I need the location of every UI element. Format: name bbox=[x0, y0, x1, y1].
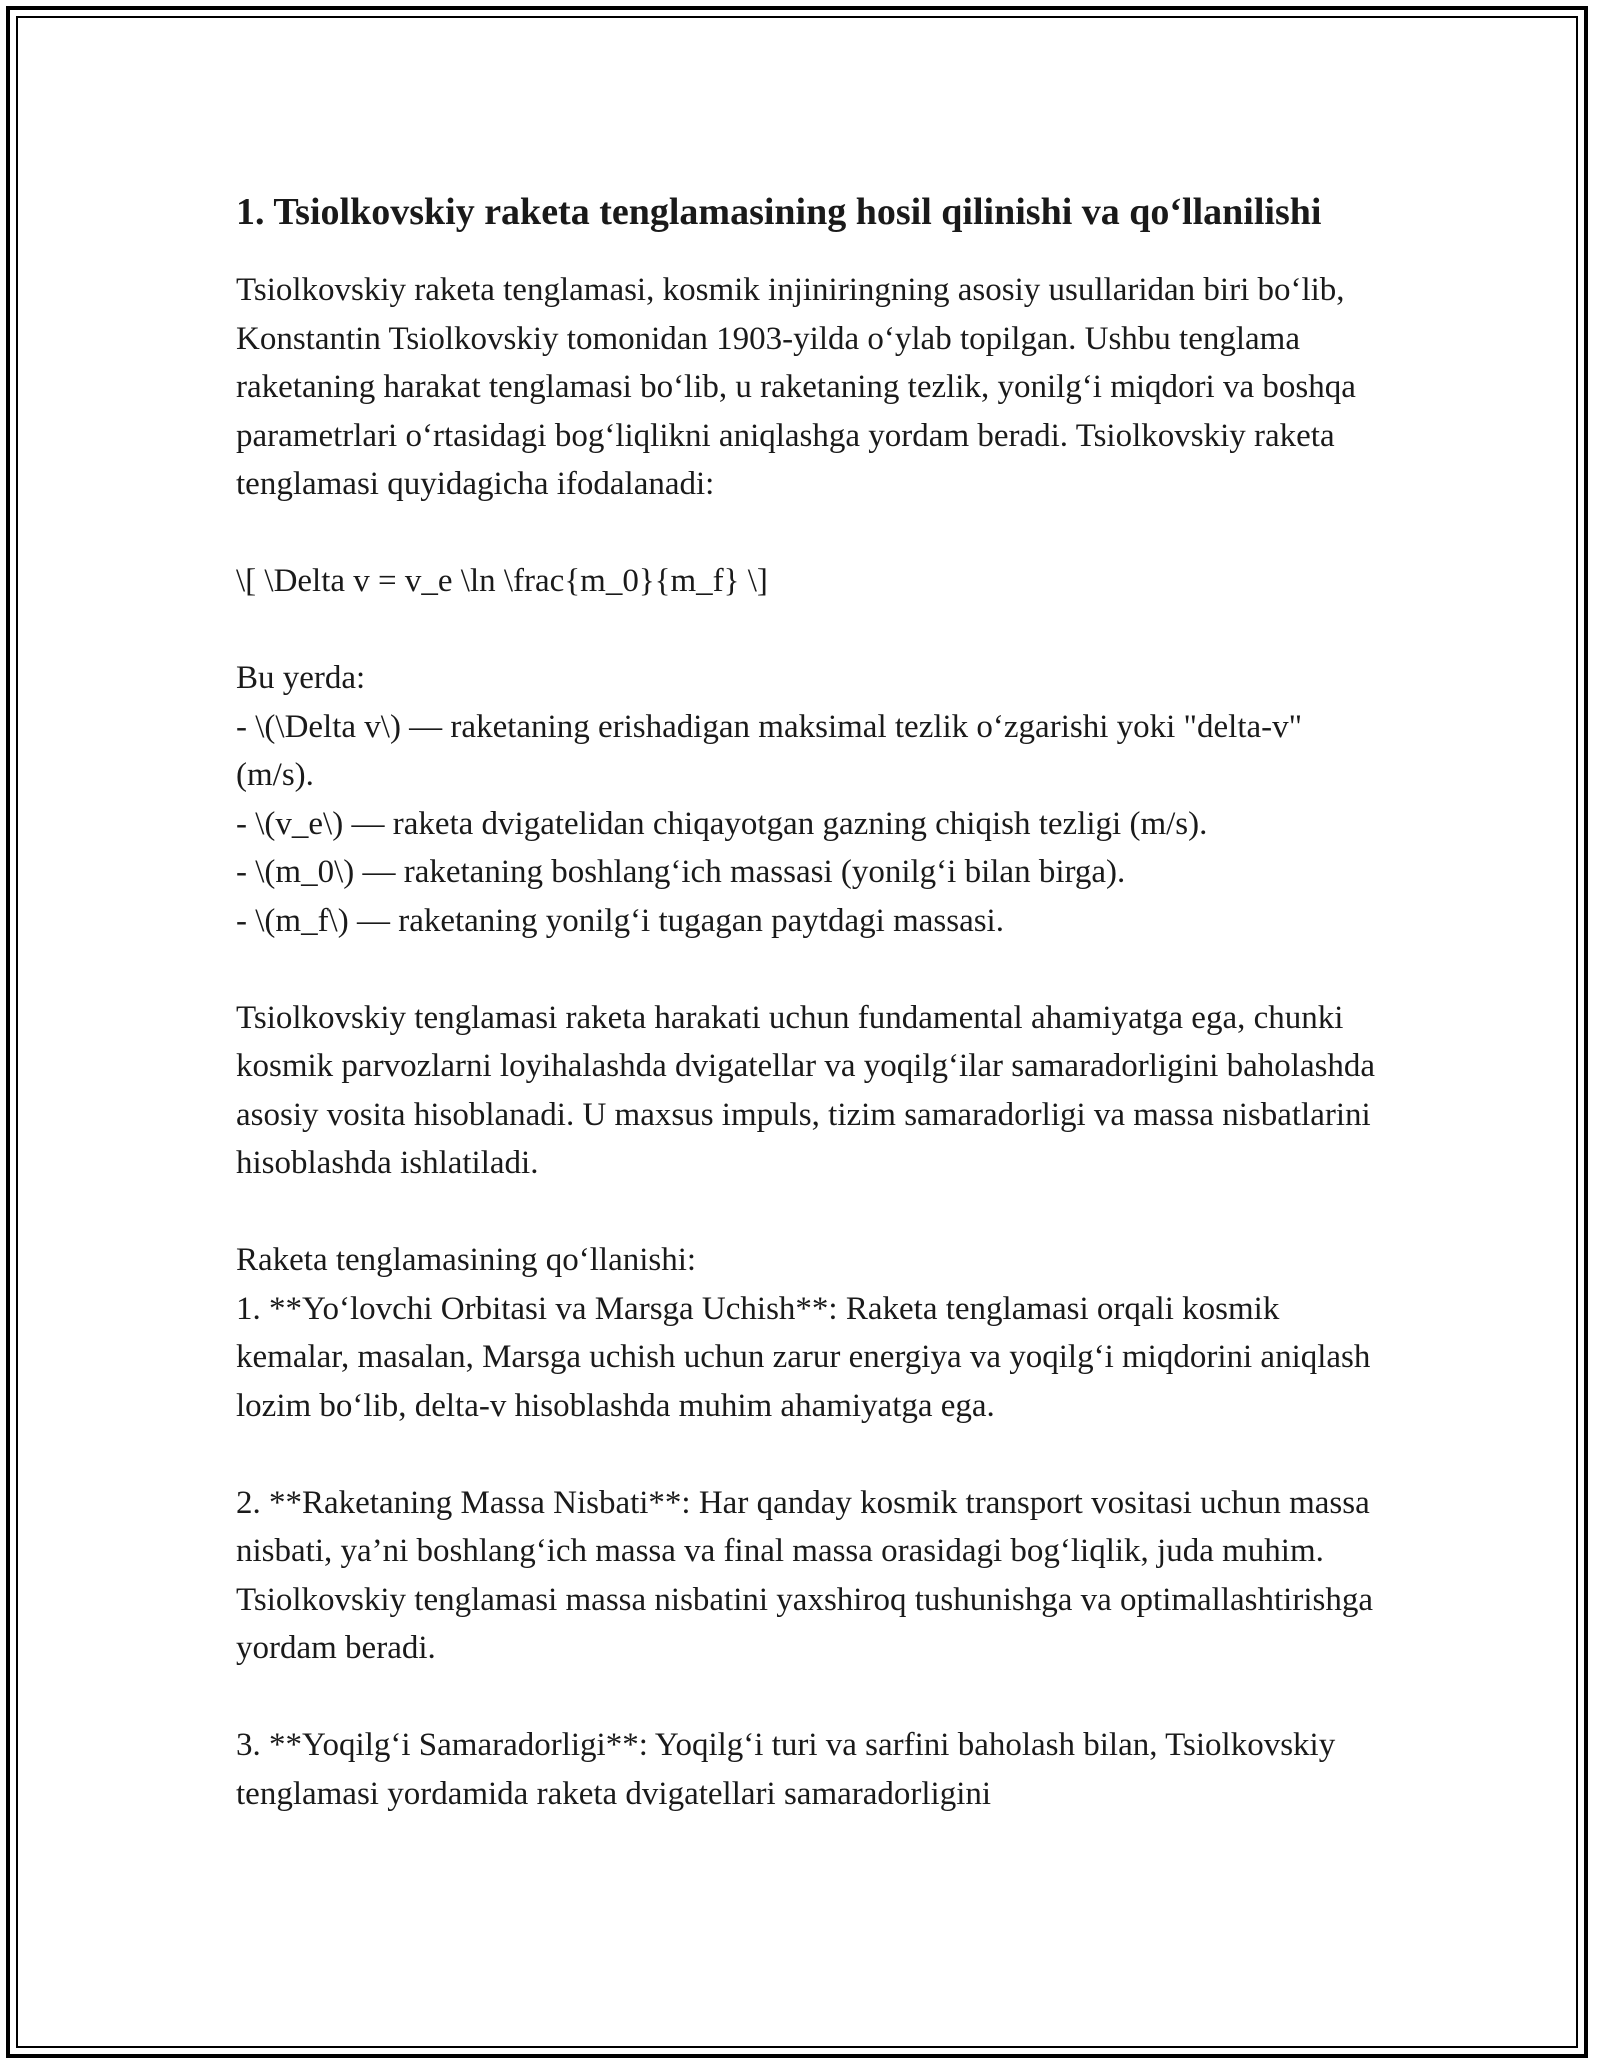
document-page bbox=[236, 184, 1386, 1818]
spacer bbox=[236, 1188, 1386, 1237]
application-item: 3. **Yoqilg‘i Samaradorligi**: Yoqilg‘i turi va sarfini baholash bilan, Tsiolkovskiy tenglamasi yordamida raketa dvigatellari samaradorligini bbox=[236, 1727, 1336, 1812]
spacer bbox=[236, 1430, 1386, 1479]
where-label: Bu yerda: bbox=[236, 660, 366, 696]
applications-label: Raketa tenglamasining qo‘llanishi: bbox=[236, 1242, 697, 1278]
definition-item: - \(m_f\) — raketaning yonilg‘i tugagan paytdagi massasi. bbox=[236, 902, 1004, 939]
definition-item: - \(v_e\) — raketa dvigatelidan chiqayotgan gazning chiqish tezligi (m/s). bbox=[236, 805, 1208, 842]
spacer bbox=[236, 606, 1386, 655]
application-item: 1. **Yo‘lovchi Orbitasi va Marsga Uchish**: Raketa tenglamasi orqali kosmik kemalar, masalan, Marsga uchish uchun zarur energiya va yoqilg‘i miqdorini aniqlash lozim bo‘lib, delta-v hisoblashda muhim ahamiyatga ega. bbox=[236, 1290, 1371, 1424]
application-item: 2. **Raketaning Massa Nisbati**: Har qanday kosmik transport vositasi uchun massa nisbati, ya’ni boshlang‘ich massa va final massa orasidagi bog‘liqlik, juda muhim. Tsiolkovskiy tenglamasi massa nisbatini yaxshiroq tushunishga va optimallashtirishga yordam beradi. bbox=[236, 1484, 1373, 1666]
definition-item: - \(\Delta v\) — raketaning erishadigan maksimal tezlik o‘zgarishi yoki "delta-v" (m/s). bbox=[236, 708, 1303, 793]
spacer bbox=[236, 1673, 1386, 1722]
definition-item: - \(m_0\) — raketaning boshlang‘ich massasi (yonilg‘i bilan birga). bbox=[236, 854, 1126, 890]
section-title: 1. Tsiolkovskiy raketa tenglamasining hosil qilinishi va qo‘llanilishi bbox=[236, 191, 1322, 233]
importance-paragraph: Tsiolkovskiy tenglamasi raketa harakati uchun fundamental ahamiyatga ega, chunki kosmik parvozlarni loyihalashda dvigatellar va yoqilg‘ilar samaradorligini baholashda asosiy vosita hisoblanadi. U maxsus impuls, tizim samaradorligi va massa nisbatlarini hisoblashda ishlatiladi. bbox=[236, 999, 1376, 1181]
spacer bbox=[236, 509, 1386, 558]
spacer bbox=[236, 945, 1386, 994]
intro-paragraph: Tsiolkovskiy raketa tenglamasi, kosmik injiniringning asosiy usullaridan biri bo‘lib, Konstantin Tsiolkovskiy tomonidan 1903-yilda o‘ylab topilgan. Ushbu tenglama raketaning harakat tenglamasi bo‘lib, u raketaning tezlik, yonilg‘i miqdori va boshqa parametrlari o‘rtasidagi bog‘liqlikni aniqlashga yordam beradi. Tsiolkovskiy raketa tenglamasi quyidagicha ifodalanadi: bbox=[236, 272, 1356, 502]
formula-line: \[ \Delta v = v_e \ln \frac{m_0}{m_f} \] bbox=[236, 563, 768, 599]
